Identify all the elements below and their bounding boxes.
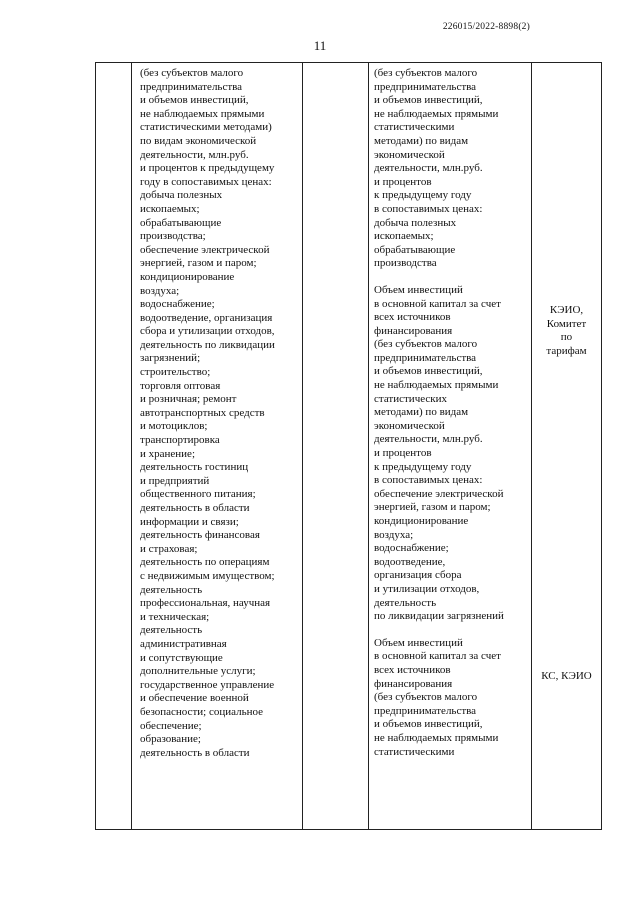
- text-line: и объемов инвестиций,: [374, 94, 483, 107]
- text-line: в основной капитал за счет: [374, 297, 501, 310]
- text-line: (без субъектов малого: [374, 691, 478, 704]
- text-line: финансирования: [374, 324, 453, 337]
- text-line: году в сопоставимых ценах:: [140, 175, 272, 188]
- text-line: тарифам: [546, 344, 587, 357]
- text-line: автотранспортных средств: [140, 406, 265, 419]
- text-line: энергией, газом и паром;: [374, 501, 491, 514]
- text-line: методами) по видам: [374, 406, 469, 419]
- text-line: воздуха;: [140, 284, 180, 297]
- text-line: обеспечение электрической: [140, 243, 270, 256]
- text-line: обрабатывающие: [140, 216, 222, 229]
- text-line: экономической: [374, 419, 445, 432]
- indicator-block-1: [374, 67, 528, 271]
- indicator-description-cell: [132, 63, 303, 830]
- text-line: деятельности, млн.руб.: [374, 162, 483, 175]
- text-line: статистическими: [374, 121, 455, 134]
- text-line: и страховая;: [140, 542, 198, 555]
- text-line: экономической: [374, 148, 445, 161]
- text-line: по видам экономической: [140, 134, 257, 147]
- text-line: и объемов инвестиций,: [140, 94, 249, 107]
- text-line: в сопоставимых ценах:: [374, 202, 483, 215]
- text-line: предпринимательства: [374, 80, 477, 93]
- block-spacer: [374, 271, 528, 284]
- text-line: и объемов инвестиций,: [374, 718, 483, 731]
- text-line: водоотведение, организация: [140, 311, 273, 324]
- text-line: торговля оптовая: [140, 379, 221, 392]
- text-line: деятельности, млн.руб.: [374, 433, 483, 446]
- text-line: финансирования: [374, 677, 453, 690]
- text-line: Объем инвестиций: [374, 283, 463, 296]
- block-spacer: [374, 624, 528, 637]
- text-line: и хранение;: [140, 447, 195, 460]
- text-line: и предприятий: [140, 474, 210, 487]
- text-line: общественного питания;: [140, 488, 256, 501]
- text-line: деятельность по операциям: [140, 556, 270, 569]
- text-line: всех источников: [374, 311, 451, 324]
- text-line: всех источников: [374, 663, 451, 676]
- text-line: производства;: [140, 230, 206, 243]
- text-line: образование;: [140, 733, 201, 746]
- text-line: (без субъектов малого: [374, 338, 478, 351]
- text-line: предпринимательства: [374, 704, 477, 717]
- text-line: деятельность: [140, 624, 203, 637]
- text-line: и обеспечение военной: [140, 692, 249, 705]
- text-line: не наблюдаемых прямыми: [374, 379, 499, 392]
- value-cell: [303, 63, 369, 830]
- text-line: (без субъектов малого: [140, 67, 244, 79]
- text-line: деятельность гостиниц: [140, 461, 249, 474]
- text-line: информации и связи;: [140, 515, 239, 528]
- text-line: по ликвидации загрязнений: [374, 610, 504, 623]
- table-row: [96, 63, 602, 830]
- text-line: с недвижимым имуществом;: [140, 569, 275, 582]
- text-line: деятельности, млн.руб.: [140, 148, 249, 161]
- text-line: водоснабжение;: [374, 542, 449, 555]
- text-line: предпринимательства: [140, 80, 243, 93]
- text-line: и объемов инвестиций,: [374, 365, 483, 378]
- responsible-block-2: [534, 670, 599, 684]
- number-cell: [96, 63, 132, 830]
- text-line: обрабатывающие: [374, 243, 456, 256]
- text-line: к предыдущему году: [374, 189, 472, 202]
- text-line: деятельность: [140, 583, 203, 596]
- text-line: дополнительные услуги;: [140, 665, 256, 678]
- text-line: производства: [374, 257, 437, 270]
- text-line: статистическими методами): [140, 121, 272, 134]
- text-line: и утилизации отходов,: [374, 582, 480, 595]
- text-line: деятельность в области: [140, 746, 250, 759]
- indicator-detail-cell: [369, 63, 532, 830]
- text-line: кондиционирование: [140, 270, 235, 283]
- text-line: кондиционирование: [374, 515, 469, 527]
- text-line: организация сбора: [374, 569, 462, 582]
- text-line: деятельность в области: [140, 502, 250, 514]
- text-line: не наблюдаемых прямыми: [374, 107, 499, 120]
- text-line: добыча полезных: [374, 216, 457, 229]
- text-line: не наблюдаемых прямыми: [374, 731, 499, 744]
- responsible-block-1: [534, 304, 599, 358]
- text-line: к предыдущему году: [374, 460, 472, 473]
- text-line: профессиональная, научная: [140, 597, 271, 610]
- text-line: в основной капитал за счет: [374, 650, 501, 663]
- text-line: Комитет: [546, 317, 587, 330]
- text-line: деятельность: [374, 596, 437, 609]
- text-line: статистическими: [374, 745, 455, 758]
- text-line: (без субъектов малого: [374, 67, 478, 79]
- text-line: методами) по видам: [374, 134, 469, 147]
- text-line: добыча полезных: [140, 189, 223, 202]
- text-line: и процентов: [374, 447, 432, 460]
- text-line: Объем инвестиций: [374, 636, 463, 649]
- text-line: и процентов к предыдущему: [140, 162, 275, 175]
- text-line: сбора и утилизации отходов,: [140, 325, 275, 338]
- text-line: водоснабжение;: [140, 298, 215, 311]
- page-number: 11: [313, 38, 327, 53]
- text-line: деятельность по ликвидации: [140, 338, 275, 351]
- text-line: по: [560, 331, 573, 344]
- text-line: строительство;: [140, 366, 211, 379]
- text-line: ископаемых;: [374, 230, 434, 243]
- text-line: и техническая;: [140, 610, 210, 623]
- text-line: обеспечение электрической: [374, 487, 504, 500]
- text-line: и сопутствующие: [140, 651, 223, 664]
- text-line: энергией, газом и паром;: [140, 257, 257, 270]
- text-line: и розничная; ремонт: [140, 393, 237, 406]
- text-line: статистических: [374, 392, 447, 405]
- indicator-block-2: [374, 284, 528, 624]
- text-line: безопасности; социальное: [140, 705, 263, 718]
- text-line: не наблюдаемых прямыми: [140, 107, 265, 120]
- text-line: обеспечение;: [140, 719, 202, 732]
- responsible-cell: [532, 63, 602, 830]
- text-line: и мотоциклов;: [140, 420, 208, 433]
- text-line: административная: [140, 637, 227, 650]
- text-line: ископаемых;: [140, 202, 200, 215]
- document-number: 226015/2022-8898(2): [442, 22, 530, 32]
- text-line: государственное управление: [140, 678, 275, 691]
- text-line: деятельность финансовая: [140, 529, 260, 542]
- text-line: предпринимательства: [374, 351, 477, 364]
- text-line: водоотведение,: [374, 555, 446, 568]
- text-line: транспортировка: [140, 434, 220, 447]
- text-line: КС, КЭИО: [541, 670, 592, 683]
- text-line: загрязнений;: [140, 352, 201, 365]
- text-line: в сопоставимых ценах:: [374, 474, 483, 487]
- text-line: КЭИО,: [549, 304, 584, 316]
- text-line: воздуха;: [374, 528, 414, 541]
- text-line: и процентов: [374, 175, 432, 188]
- indicator-block-3: [374, 637, 528, 759]
- indicators-table: [95, 62, 602, 830]
